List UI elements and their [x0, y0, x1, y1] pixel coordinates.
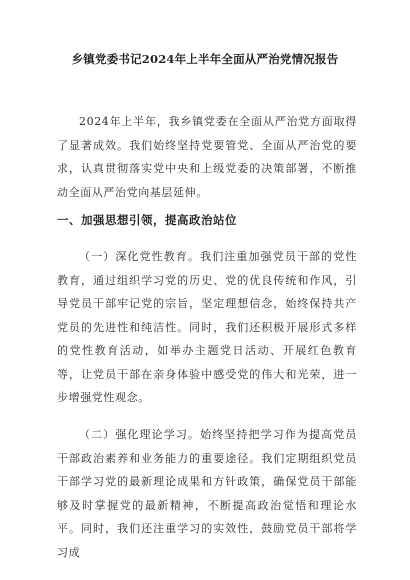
subsection-paragraph-2: （二）强化理论学习。始终坚持把学习作为提高党员干部政治素养和业务能力的重要途径。我们定期组织党员干部学习党的最新理论成果和方针政策，确保党员干部能够及时掌握党的最新精神，不断提高政治觉悟和理论水平。同时，我们还注重学习的实效性，鼓励党员干部将学习成 [57, 428, 357, 559]
subsection-paragraph-1: （一）深化党性教育。我们注重加强党员干部的党性教育，通过组织学习党的历史、党的优良传统和作风，引导党员干部牢记党的宗旨，坚定理想信念，始终保持共产党员的先进性和纯洁性。同时，我们还积极开展形式多样的党性教育活动，如举办主题党日活动、开展红色教育等，让党员干部在亲身体验中感受党的伟大和光荣，进一步增强党性观念。 [57, 250, 357, 404]
intro-paragraph: 2024年上半年，我乡镇党委在全面从严治党方面取得了显著成效。我们始终坚持党要管党、全面从严治党的要求，认真贯彻落实党中央和上级党委的决策部署，不断推动全面从严治党向基层延伸。 [57, 115, 357, 199]
document-title: 乡镇党委书记2024年上半年全面从严治党情况报告 [71, 52, 339, 66]
section-heading: 一、加强思想引领，提高政治站位 [57, 213, 237, 227]
